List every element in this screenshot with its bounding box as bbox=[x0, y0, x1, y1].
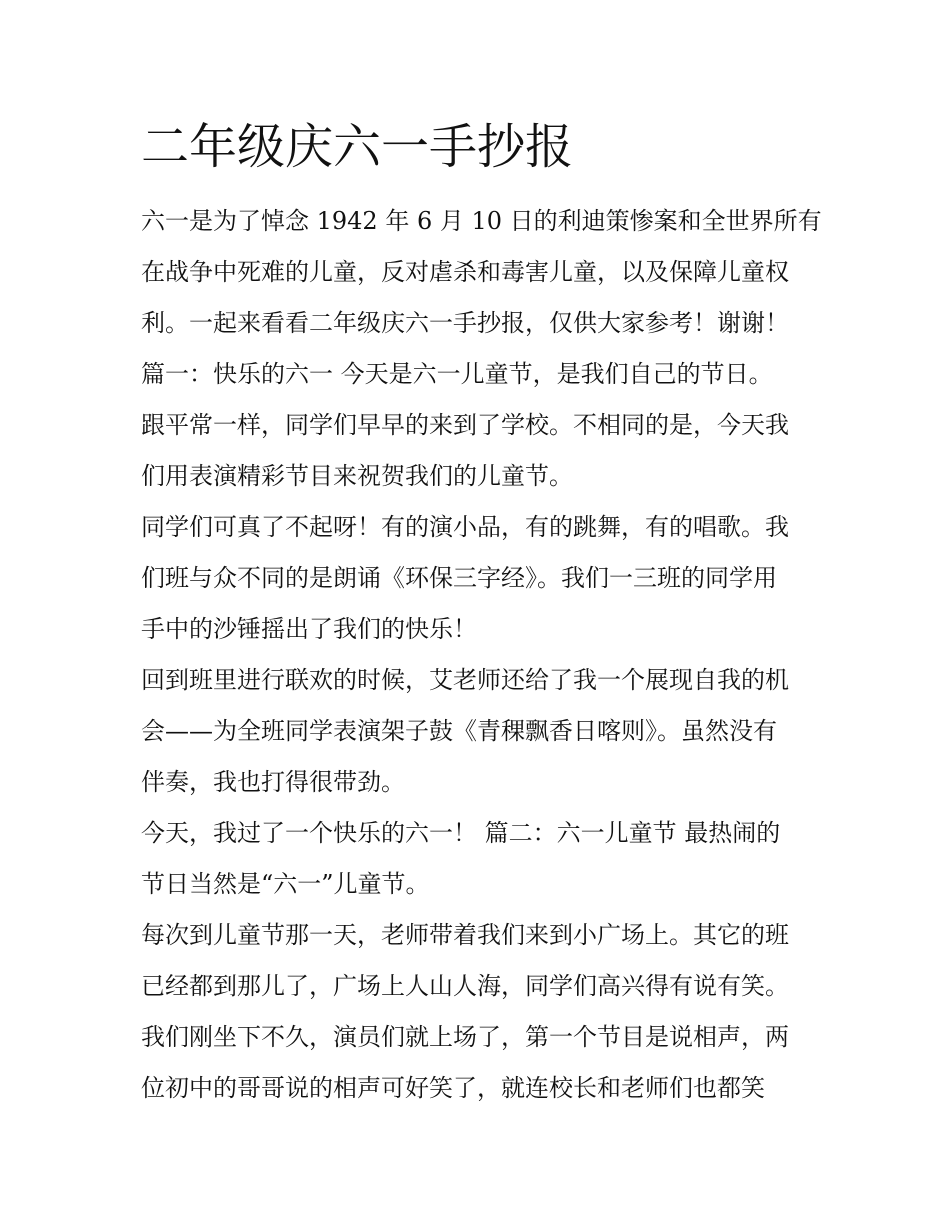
text-line: 利。一起来看看二年级庆六一手抄报，仅供大家参考！谢谢！ bbox=[141, 309, 789, 337]
text-line: 节日当然是“六一”儿童节。 bbox=[141, 870, 430, 898]
text-line: 六一是为了悼念 1942 年 6 月 10 日的利迪策惨案和全世界所有 bbox=[141, 207, 822, 235]
document-title: 二年级庆六一手抄报 bbox=[141, 119, 574, 175]
text-line: 伴奏，我也打得很带劲。 bbox=[141, 768, 405, 796]
text-line: 我们刚坐下不久，演员们就上场了，第一个节目是说相声，两 bbox=[141, 1023, 789, 1051]
text-line: 已经都到那儿了，广场上人山人海，同学们高兴得有说有笑。 bbox=[141, 972, 789, 1000]
text-line: 们班与众不同的是朗诵《环保三字经》。我们一三班的同学用 bbox=[141, 564, 777, 592]
text-line: 跟平常一样，同学们早早的来到了学校。不相同的是，今天我 bbox=[141, 411, 789, 439]
text-line: 同学们可真了不起呀！有的演小品，有的跳舞，有的唱歌。我 bbox=[141, 513, 789, 541]
document-body bbox=[141, 196, 821, 1114]
text-line: 们用表演精彩节目来祝贺我们的儿童节。 bbox=[141, 462, 573, 490]
text-line: 位初中的哥哥说的相声可好笑了，就连校长和老师们也都笑 bbox=[141, 1074, 765, 1102]
text-line: 手中的沙锤摇出了我们的快乐！ bbox=[141, 615, 477, 643]
text-line: 会——为全班同学表演架子鼓《青稞飘香日喀则》。虽然没有 bbox=[141, 717, 777, 745]
text-line: 篇一：快乐的六一 今天是六一儿童节，是我们自己的节日。 bbox=[141, 360, 773, 388]
text-line: 回到班里进行联欢的时候，艾老师还给了我一个展现自我的机 bbox=[141, 666, 789, 694]
text-line: 今天，我过了一个快乐的六一！ 篇二：六一儿童节 最热闹的 bbox=[141, 819, 781, 847]
text-line: 在战争中死难的儿童，反对虐杀和毒害儿童，以及保障儿童权 bbox=[141, 258, 789, 286]
text-line: 每次到儿童节那一天，老师带着我们来到小广场上。其它的班 bbox=[141, 921, 789, 949]
